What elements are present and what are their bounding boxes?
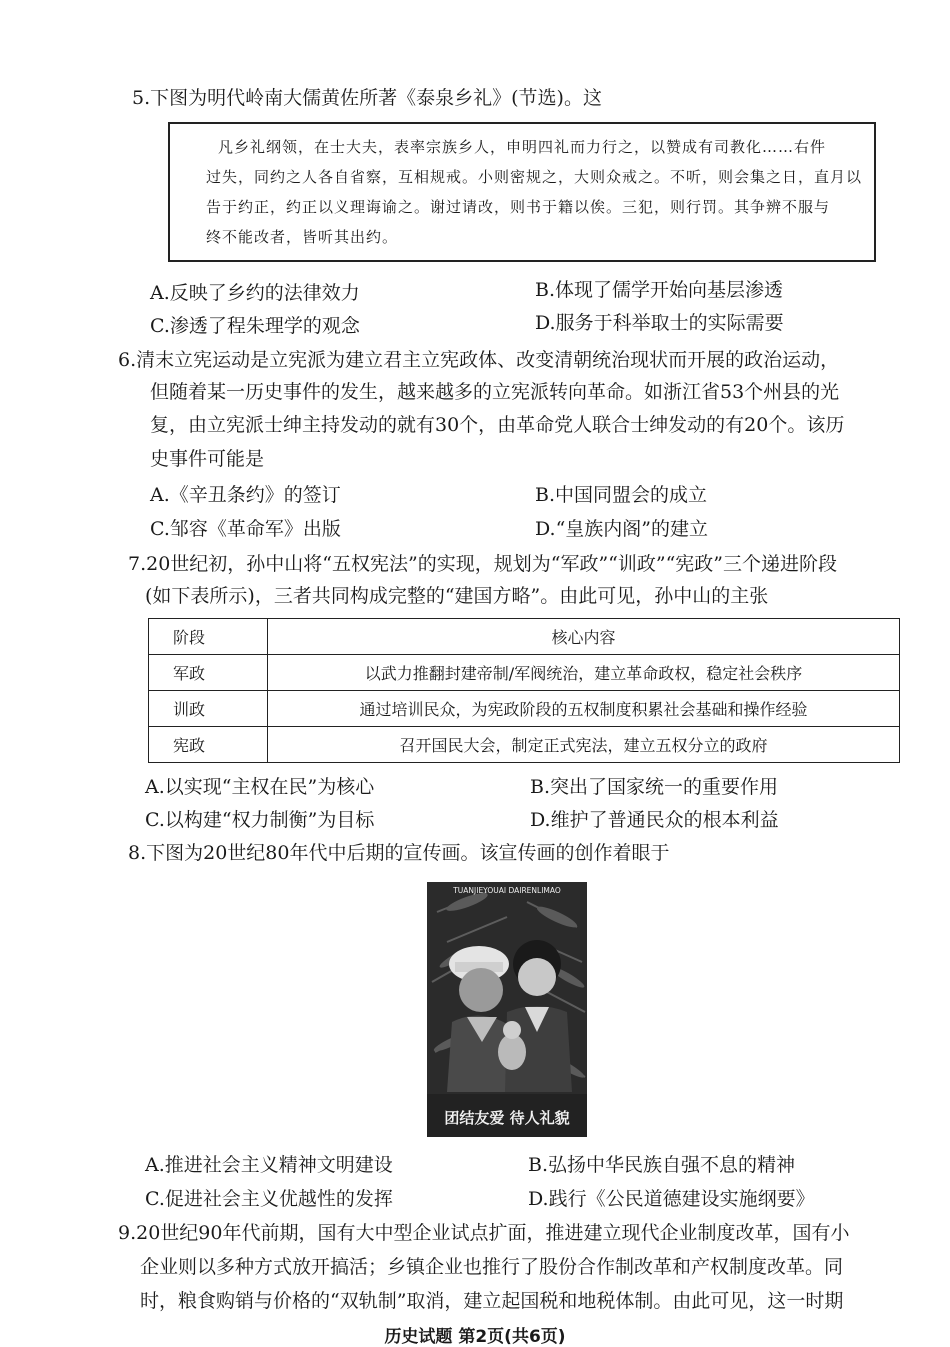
- q6-option-d[interactable]: D.“皇族内阁”的建立: [535, 518, 709, 540]
- q5-option-a[interactable]: A.反映了乡约的法律效力: [150, 282, 360, 304]
- q7-line-2: (如下表所示)，三者共同构成完整的“建国方略”。由此可见，孙中山的主张: [145, 585, 769, 607]
- propaganda-poster: [427, 882, 587, 1137]
- q6-option-a[interactable]: A.《辛丑条约》的签订: [150, 484, 341, 506]
- q6-option-b[interactable]: B.中国同盟会的成立: [535, 484, 708, 506]
- q5-stem: 5.下图为明代岭南大儒黄佐所著《泰泉乡礼》(节选)。这: [132, 87, 602, 109]
- table-cell-stage: 军政: [149, 655, 268, 691]
- q6-line-4: 史事件可能是: [150, 448, 265, 470]
- poster-illustration: [427, 882, 587, 1137]
- q9-line-1: 9.20世纪90年代前期，国有大中型企业试点扩面，推进建立现代企业制度改革，国有小: [118, 1222, 850, 1244]
- table-header-stage: 阶段: [149, 619, 268, 655]
- table-header-row: [149, 619, 900, 655]
- q5-option-d[interactable]: D.服务于科举取士的实际需要: [535, 312, 784, 334]
- q6-option-c[interactable]: C.邹容《革命军》出版: [150, 518, 341, 540]
- q7-stage-table: [148, 618, 900, 763]
- q7-line-1: 7.20世纪初，孙中山将“五权宪法”的实现，规划为“军政”“训政”“宪政”三个递进阶段: [128, 553, 838, 575]
- q5-excerpt-line-3: 告于约正，约正以义理诲谕之。谢过请改，则书于籍以俟。三犯，则行罚。其争辨不服与: [206, 198, 831, 216]
- q8-option-d[interactable]: D.践行《公民道德建设实施纲要》: [528, 1188, 815, 1210]
- table-cell-stage: 宪政: [149, 727, 268, 763]
- q7-option-c[interactable]: C.以构建“权力制衡”为目标: [145, 809, 375, 831]
- q7-option-d[interactable]: D.维护了普通民众的根本利益: [530, 809, 779, 831]
- table-header-content: 核心内容: [268, 619, 900, 655]
- q8-stem: 8.下图为20世纪80年代中后期的宣传画。该宣传画的创作着眼于: [128, 842, 670, 864]
- q8-option-a[interactable]: A.推进社会主义精神文明建设: [145, 1154, 393, 1176]
- q6-line-2: 但随着某一历史事件的发生，越来越多的立宪派转向革命。如浙江省53个州县的光: [150, 381, 840, 403]
- table-row: [149, 727, 900, 763]
- q5-excerpt-line-2: 过失，同约之人各自省察，互相规戒。小则密规之，大则众戒之。不听，则会集之日，直月以: [206, 168, 863, 186]
- q9-line-3: 时，粮食购销与价格的“双轨制”取消，建立起国税和地税体制。由此可见，这一时期: [140, 1290, 844, 1312]
- table-cell-content: 通过培训民众，为宪政阶段的五权制度积累社会基础和操作经验: [268, 691, 900, 727]
- q6-line-1: 6.清末立宪运动是立宪派为建立君主立宪政体、改变清朝统治现状而开展的政治运动，: [118, 349, 840, 371]
- page-footer: 历史试题 第2页(共6页): [384, 1327, 566, 1347]
- q7-option-b[interactable]: B.突出了国家统一的重要作用: [530, 776, 779, 798]
- q7-option-a[interactable]: A.以实现“主权在民”为核心: [145, 776, 375, 798]
- q9-line-2: 企业则以多种方式放开搞活；乡镇企业也推行了股份合作制改革和产权制度改革。同: [140, 1256, 844, 1278]
- q5-option-b[interactable]: B.体现了儒学开始向基层渗透: [535, 279, 784, 301]
- poster-top-text: TUANJIEYOUAI DAIRENLIMAO: [453, 886, 561, 895]
- q5-excerpt-line-4: 终不能改者，皆听其出约。: [206, 228, 399, 246]
- table-cell-content: 以武力推翻封建帝制/军阀统治，建立革命政权，稳定社会秩序: [268, 655, 900, 691]
- q8-option-c[interactable]: C.促进社会主义优越性的发挥: [145, 1188, 393, 1210]
- table-row: [149, 655, 900, 691]
- q5-option-c[interactable]: C.渗透了程朱理学的观念: [150, 315, 360, 337]
- poster-caption: 团结友爱 待人礼貌: [444, 1109, 570, 1127]
- table-cell-stage: 训政: [149, 691, 268, 727]
- table-cell-content: 召开国民大会，制定正式宪法，建立五权分立的政府: [268, 727, 900, 763]
- table-row: [149, 691, 900, 727]
- q5-excerpt-line-1: 凡乡礼纲领，在士大夫，表率宗族乡人，申明四礼而力行之，以赞成有司教化……右件: [218, 138, 827, 156]
- q8-option-b[interactable]: B.弘扬中华民族自强不息的精神: [528, 1154, 796, 1176]
- q5-excerpt-box: [168, 122, 876, 262]
- q6-line-3: 复，由立宪派士绅主持发动的就有30个，由革命党人联合士绅发动的有20个。该历: [150, 414, 845, 436]
